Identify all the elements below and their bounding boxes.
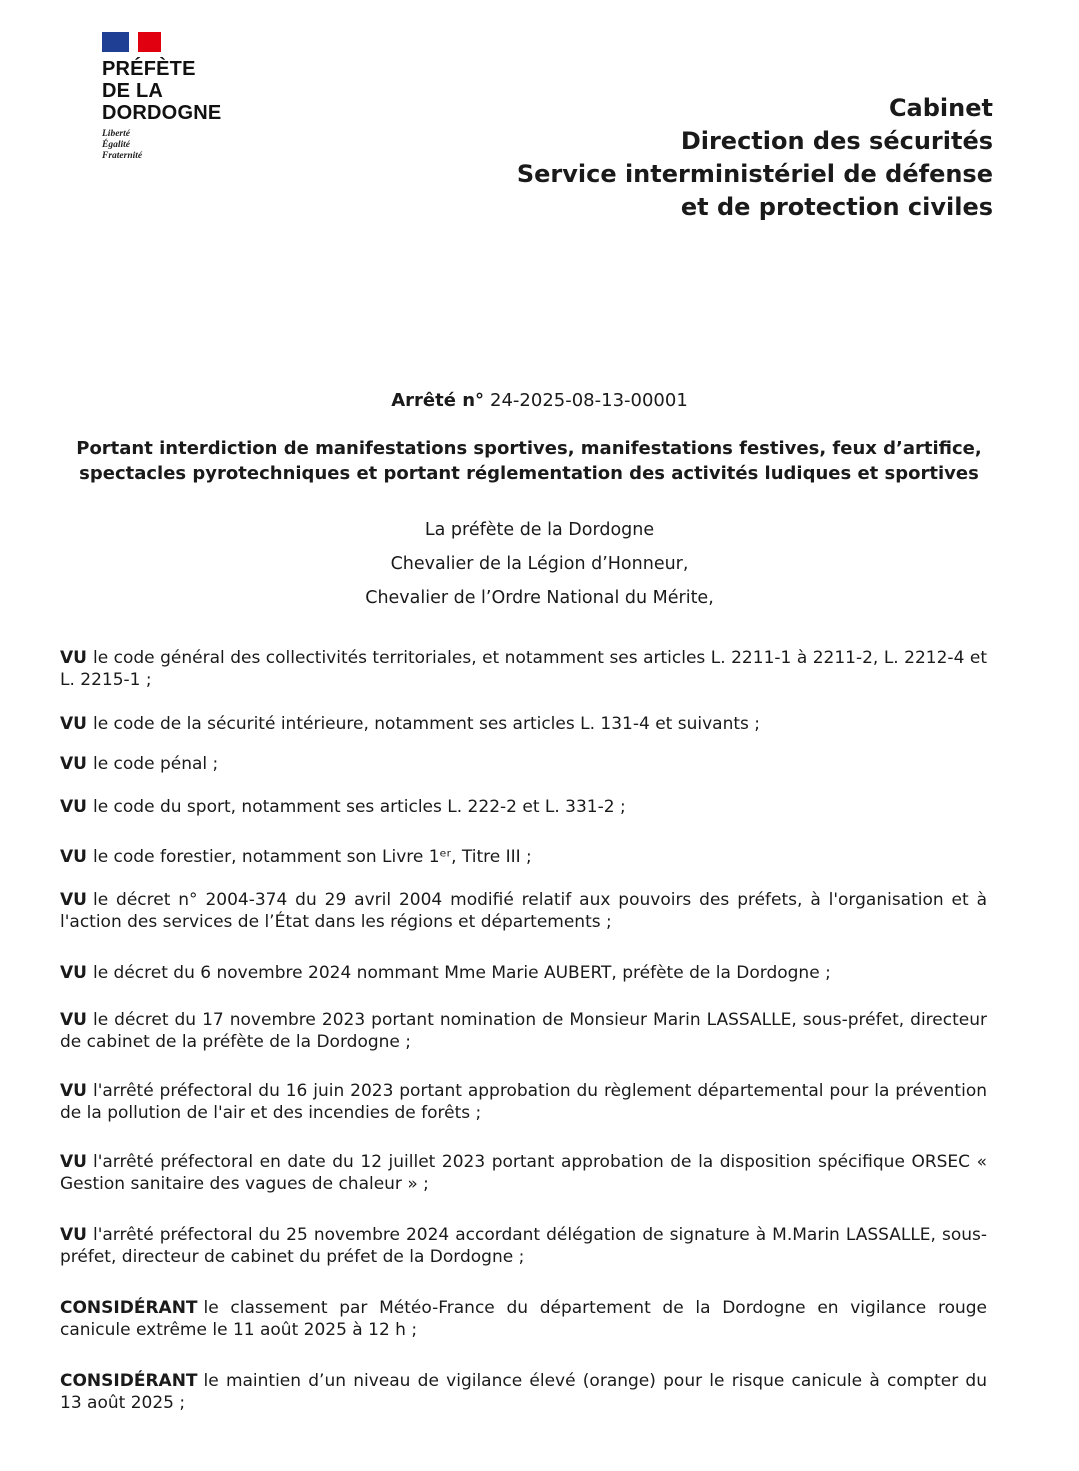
visa-paragraph — [60, 647, 987, 691]
title-line: Portant interdiction de manifestations sportives, manifestations festives, feux d’artifice, — [76, 438, 982, 459]
arrete-number — [0, 390, 1079, 411]
visa-paragraph — [60, 713, 987, 735]
visa-paragraph — [60, 1151, 987, 1195]
signatory-line: La préfète de la Dordogne — [424, 520, 655, 540]
visa-text: le code forestier, notamment son Livre 1ᵉʳ, Titre III ; — [92, 847, 532, 867]
motto-line: Fraternité — [102, 151, 143, 161]
arrete-number-value: 24-2025-08-13-00001 — [490, 390, 688, 411]
visa-keyword: VU — [60, 1152, 87, 1172]
visa-keyword: VU — [60, 1010, 87, 1030]
visa-keyword: VU — [60, 754, 87, 774]
motto-line: Égalité — [102, 140, 130, 150]
visa-text: le décret n° 2004-374 du 29 avril 2004 modifié relatif aux pouvoirs des préfets, à l'organisation et à l'action des services de l’État dans les régions et départements ; — [60, 890, 987, 932]
header-line: Cabinet — [888, 94, 993, 122]
considerant-text: le maintien d’un niveau de vigilance élevé (orange) pour le risque canicule à compter du 13 août 2025 ; — [60, 1371, 987, 1413]
visa-keyword: VU — [60, 847, 87, 867]
visa-paragraph — [60, 753, 987, 775]
visa-paragraph — [60, 889, 987, 933]
logo-name — [102, 58, 262, 124]
issuing-service-header — [517, 92, 993, 224]
visa-text: le décret du 17 novembre 2023 portant nomination de Monsieur Marin LASSALLE, sous-préfet, directeur de cabinet de la préfète de la Dordogne ; — [60, 1010, 987, 1052]
visa-keyword: VU — [60, 963, 87, 983]
visa-paragraph — [60, 846, 987, 868]
logo-name-line: DE LA — [102, 80, 163, 102]
visa-text: le code de la sécurité intérieure, notamment ses articles L. 131-4 et suivants ; — [92, 714, 760, 734]
logo-name-line: PRÉFÈTE — [102, 58, 196, 80]
visa-paragraph — [60, 1009, 987, 1053]
motto-line: Liberté — [102, 129, 130, 139]
header-line: et de protection civiles — [680, 193, 993, 221]
visa-text: le code pénal ; — [92, 754, 219, 774]
considerant-text: le classement par Météo-France du département de la Dordogne en vigilance rouge canicule extrême le 11 août 2025 à 12 h ; — [60, 1298, 987, 1340]
considerant-keyword: CONSIDÉRANT — [60, 1371, 198, 1391]
visa-text: le code du sport, notamment ses articles L. 222-2 et L. 331-2 ; — [92, 797, 626, 817]
arrete-label: Arrêté n° — [391, 390, 485, 411]
header-line: Direction des sécurités — [680, 127, 993, 155]
visa-paragraph — [60, 962, 987, 984]
signatory-block — [0, 513, 1079, 615]
visa-text: l'arrêté préfectoral du 25 novembre 2024 accordant délégation de signature à M.Marin LASSALLE, sous-préfet, directeur de cabinet du préfet de la Dordogne ; — [60, 1225, 987, 1267]
visa-keyword: VU — [60, 797, 87, 817]
visa-keyword: VU — [60, 648, 87, 668]
visa-paragraph — [60, 1224, 987, 1268]
visa-keyword: VU — [60, 1081, 87, 1101]
considerant-paragraph — [60, 1370, 987, 1414]
logo-name-line: DORDOGNE — [102, 102, 222, 124]
visa-text: le code général des collectivités territoriales, et notamment ses articles L. 2211-1 à 2211-2, L. 2212-4 et L. 2215-1 ; — [60, 648, 987, 690]
marianne-flag-icon — [102, 32, 161, 52]
visa-keyword: VU — [60, 714, 87, 734]
republic-motto — [102, 129, 262, 162]
document-title — [60, 436, 998, 486]
prefecture-logo — [102, 32, 262, 162]
considerant-paragraph — [60, 1297, 987, 1341]
header-line: Service interministériel de défense — [516, 160, 993, 188]
visa-text: le décret du 6 novembre 2024 nommant Mme Marie AUBERT, préfète de la Dordogne ; — [92, 963, 831, 983]
considerant-keyword: CONSIDÉRANT — [60, 1298, 198, 1318]
visa-keyword: VU — [60, 1225, 87, 1245]
visa-text: l'arrêté préfectoral du 16 juin 2023 portant approbation du règlement départemental pour la prévention de la pollution de l'air et des incendies de forêts ; — [60, 1081, 987, 1123]
visa-text: l'arrêté préfectoral en date du 12 juillet 2023 portant approbation de la disposition spécifique ORSEC « Gestion sanitaire des vagues de chaleur » ; — [60, 1152, 987, 1194]
signatory-line: Chevalier de l’Ordre National du Mérite, — [365, 588, 714, 608]
visa-paragraph — [60, 1080, 987, 1124]
visa-paragraph — [60, 796, 987, 818]
title-line: spectacles pyrotechniques et portant réglementation des activités ludiques et sportives — [79, 463, 979, 484]
visa-keyword: VU — [60, 890, 87, 910]
signatory-line: Chevalier de la Légion d’Honneur, — [390, 554, 689, 574]
